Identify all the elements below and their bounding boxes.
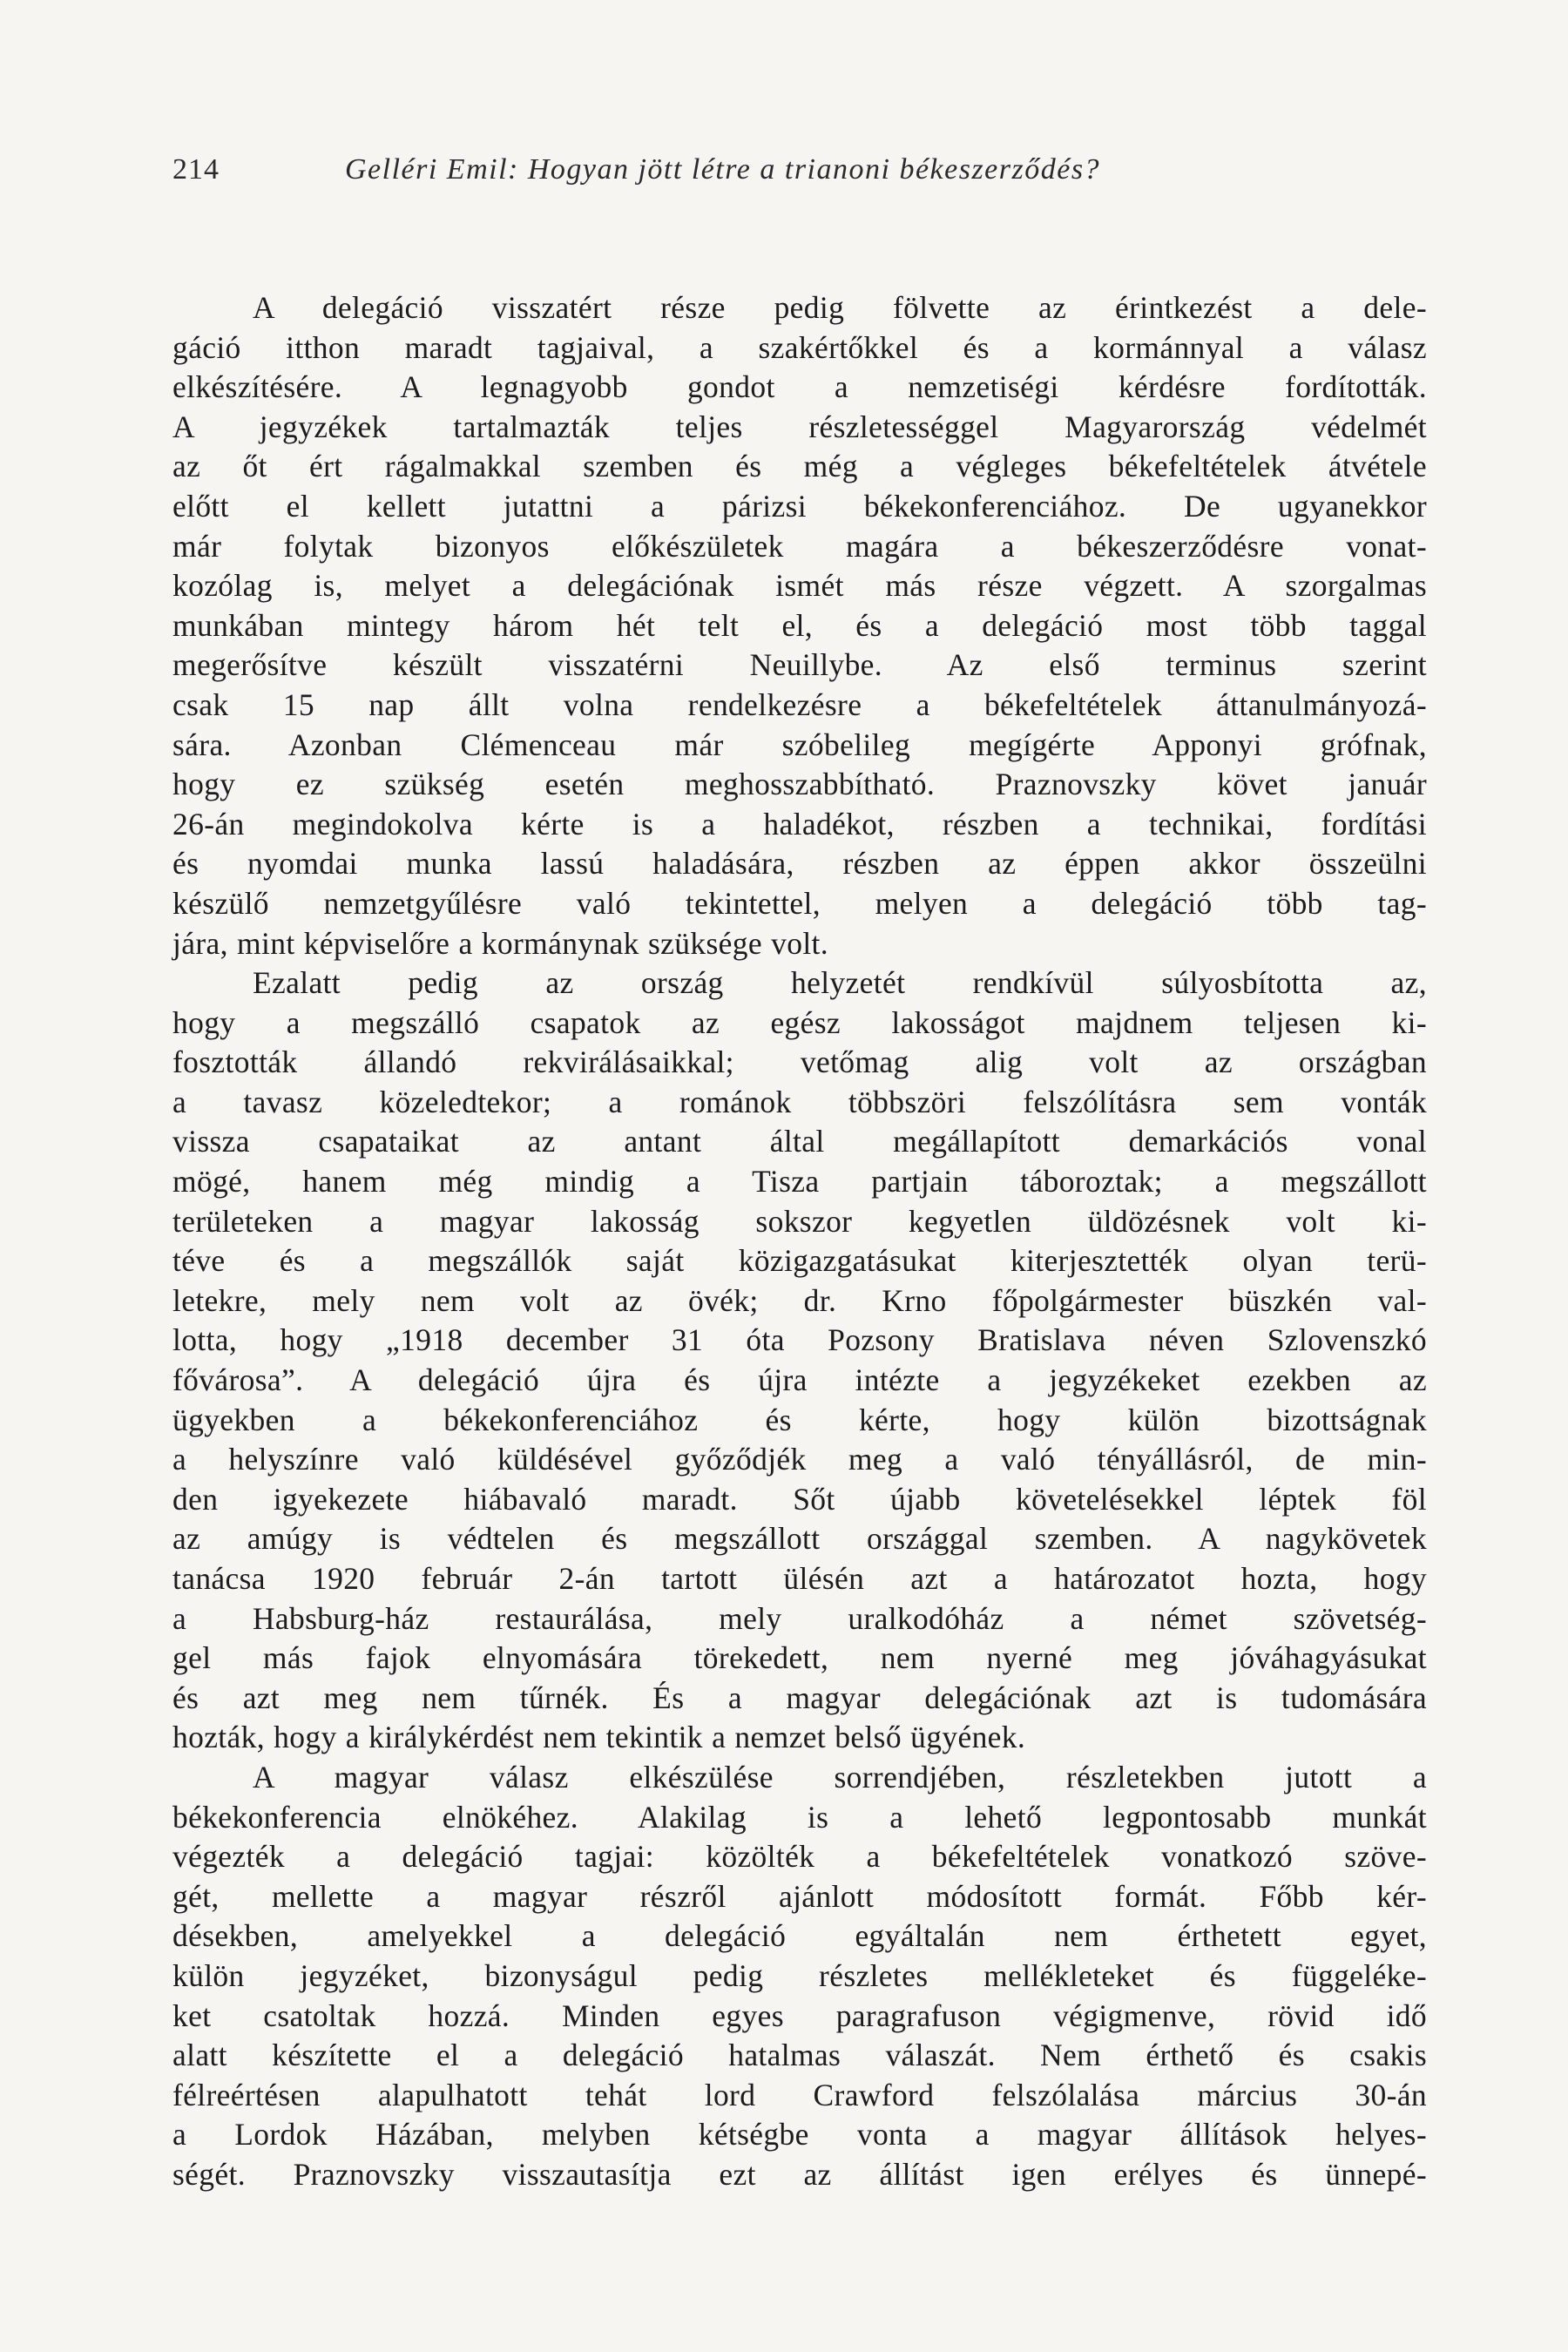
paragraph-1: [172, 288, 1427, 963]
text-line: 26-án megindokolva kérte is a haladékot, részben a technikai, fordítási: [172, 806, 1427, 841]
text-line: vissza csapataikat az antant által megállapított demarkációs vonal: [172, 1124, 1427, 1159]
text-line: az őt ért rágalmakkal szemben és még a végleges békefeltételek átvétele: [172, 449, 1427, 484]
page-number: 214: [172, 153, 220, 186]
text-line: téve és a megszállók saját közigazgatásukat kiterjesztették olyan terü-: [172, 1243, 1427, 1279]
text-line: gét, mellette a magyar részről ajánlott módosított formát. Főbb kér-: [172, 1878, 1427, 1914]
text-line: A magyar válasz elkészülése sorrendjében, részletekben jutott a: [253, 1759, 1427, 1794]
text-line: elkészítésére. A legnagyobb gondot a nemzetiségi kérdésre fordították.: [172, 369, 1427, 405]
text-line: területeken a magyar lakosság sokszor kegyetlen üldözésnek volt ki-: [172, 1203, 1427, 1239]
text-line: az amúgy is védtelen és megszállott országgal szemben. A nagykövetek: [172, 1521, 1427, 1557]
text-line: a Lordok Házában, melyben kétségbe vonta a magyar állítások helyes-: [172, 2117, 1427, 2153]
text-line: A jegyzékek tartalmazták teljes részletességgel Magyarország védelmét: [172, 409, 1427, 444]
text-line: már folytak bizonyos előkészületek magára a békeszerződésre vonat-: [172, 528, 1427, 564]
text-line: Ezalatt pedig az ország helyzetét rendkívül súlyosbította az,: [253, 965, 1427, 1001]
text-line: készülő nemzetgyűlésre való tekintettel, melyen a delegáció több tag-: [172, 885, 1427, 921]
text-line: gel más fajok elnyomására törekedett, nem nyerné meg jóváhagyásukat: [172, 1640, 1427, 1676]
text-line: végezték a delegáció tagjai: közölték a békefeltételek vonatkozó szöve-: [172, 1839, 1427, 1875]
text-line: békekonferencia elnökéhez. Alakilag is a lehető legpontosabb munkát: [172, 1799, 1427, 1835]
text-line: megerősítve készült visszatérni Neuillybe. Az első terminus szerint: [172, 647, 1427, 683]
text-line: előtt el kellett jutattni a párizsi békekonferenciához. De ugyanekkor: [172, 488, 1427, 524]
paragraph-2: [172, 963, 1427, 1758]
text-line: kozólag is, melyet a delegációnak ismét más része végzett. A szorgalmas: [172, 568, 1427, 604]
text-line: hogy ez szükség esetén meghosszabbítható. Praznovszky követ január: [172, 767, 1427, 802]
text-line: külön jegyzéket, bizonyságul pedig részletes mellékleteket és függeléke-: [172, 1957, 1427, 1993]
text-line: gáció itthon maradt tagjaival, a szakértőkkel és a kormánnyal a válasz: [172, 329, 1427, 365]
text-line: ket csatoltak hozzá. Minden egyes paragrafuson végigmenve, rövid idő: [172, 1997, 1427, 2033]
text-line: ségét. Praznovszky visszautasítja ezt az állítást igen erélyes és ünnepé-: [172, 2156, 1427, 2192]
text-line: félreértésen alapulhatott tehát lord Crawford felszólalása március 30-án: [172, 2077, 1427, 2112]
text-line: és nyomdai munka lassú haladására, részben az éppen akkor összeülni: [172, 846, 1427, 882]
body-text: [172, 288, 1427, 2195]
text-line: désekben, amelyekkel a delegáció egyáltalán nem érthetett egyet,: [172, 1918, 1427, 1954]
text-line: ügyekben a békekonferenciához és kérte, hogy külön bizottságnak: [172, 1402, 1427, 1437]
text-line: munkában mintegy három hét telt el, és a delegáció most több taggal: [172, 607, 1427, 643]
text-line: a helyszínre való küldésével győződjék meg a való tényállásról, de min-: [172, 1442, 1427, 1477]
text-line: den igyekezete hiábavaló maradt. Sőt újabb követelésekkel léptek föl: [172, 1481, 1427, 1517]
text-line: csak 15 nap állt volna rendelkezésre a békefeltételek áttanulmányozá-: [172, 686, 1427, 722]
text-line: alatt készítette el a delegáció hatalmas válaszát. Nem érthető és csakis: [172, 2038, 1427, 2073]
text-line: és azt meg nem tűrnék. És a magyar delegációnak azt is tudomására: [172, 1680, 1427, 1715]
text-line: mögé, hanem még mindig a Tisza partjain táboroztak; a megszállott: [172, 1164, 1427, 1200]
text-line: jára, mint képviselőre a kormánynak szüksége volt.: [172, 925, 829, 961]
text-line: fosztották állandó rekvirálásaikkal; vetőmag alig volt az országban: [172, 1044, 1427, 1080]
text-line: a Habsburg-ház restaurálása, mely uralkodóház a német szövetség-: [172, 1600, 1427, 1636]
text-line: a tavasz közeledtekor; a románok többszöri felszólításra sem vonták: [172, 1084, 1427, 1119]
text-line: hozták, hogy a királykérdést nem tekintik a nemzet belső ügyének.: [172, 1720, 1026, 1755]
text-line: tanácsa 1920 február 2-án tartott ülésén azt a határozatot hozta, hogy: [172, 1561, 1427, 1596]
page-header: [172, 153, 1427, 206]
text-line: fővárosa”. A delegáció újra és újra intézte a jegyzékeket ezekben az: [172, 1362, 1427, 1398]
text-line: letekre, mely nem volt az övék; dr. Krno főpolgármester büszkén val-: [172, 1282, 1427, 1318]
text-line: sára. Azonban Clémenceau már szóbelileg megígérte Apponyi grófnak,: [172, 727, 1427, 762]
text-line: hogy a megszálló csapatok az egész lakosságot majdnem teljesen ki-: [172, 1004, 1427, 1040]
paragraph-3: [172, 1758, 1427, 2195]
text-line: A delegáció visszatért része pedig fölvette az érintkezést a dele-: [253, 290, 1427, 325]
running-title: Gelléri Emil: Hogyan jött létre a trianoni békeszerződés?: [345, 153, 1101, 186]
text-line: lotta, hogy „1918 december 31 óta Pozsony Bratislava néven Szlovenszkó: [172, 1322, 1427, 1358]
